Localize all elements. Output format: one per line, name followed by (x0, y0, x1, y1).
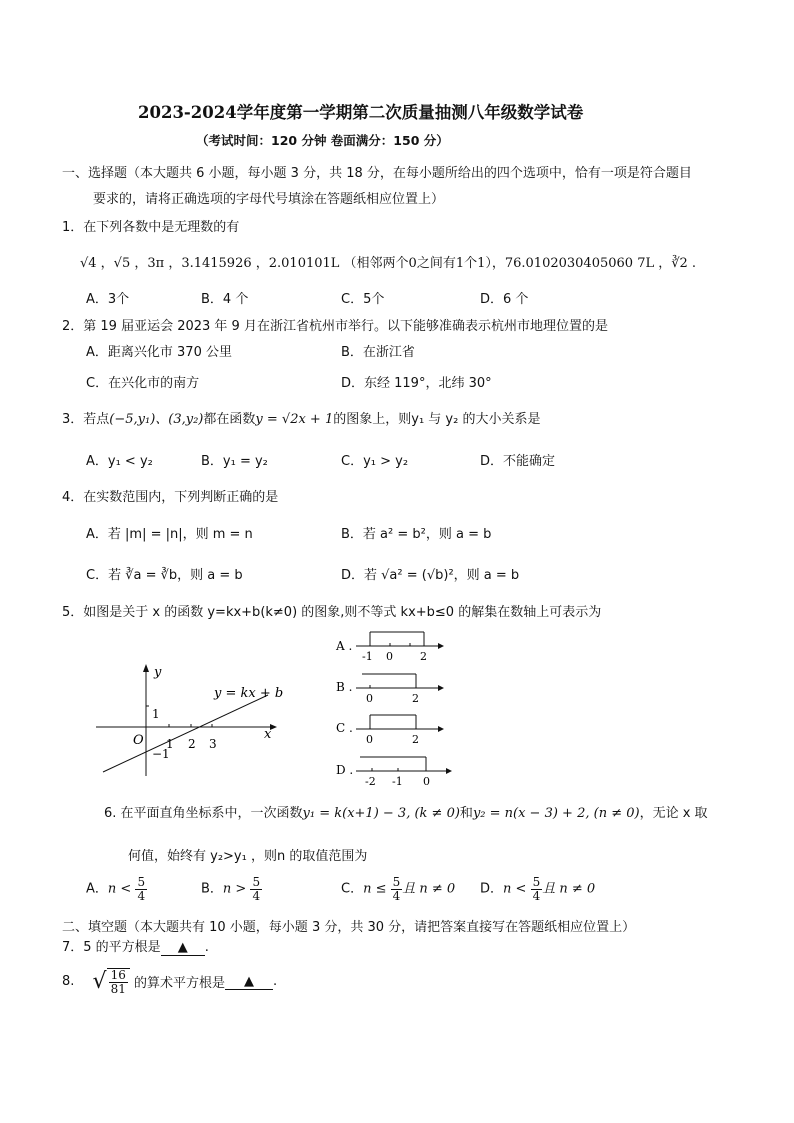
q3-option-b: B．y₁ = y₂ (201, 454, 268, 469)
q4-option-c: C．若 ∛a = ∛b，则 a = b (86, 568, 243, 583)
q2-stem: 2．第 19 届亚运会 2023 年 9 月在浙江省杭州市举行。以下能够准确表示杭州市地理位置的是 (62, 319, 608, 334)
x-tick-label-2: 2 (188, 737, 196, 751)
q3-option-a: A．y₁ < y₂ (86, 454, 153, 469)
q1-option-a: A．3个 (86, 292, 130, 307)
q5-option-c-tick-1: 0 (366, 733, 373, 746)
q6-stem-a: 6. 在平面直角坐标系中，一次函数 (104, 806, 303, 821)
q3-stem-a: 3．若点 (62, 412, 110, 427)
q6-stem-line1 (104, 802, 708, 821)
q6-and: 和 (459, 806, 473, 821)
q5-option-a-letter: A . (336, 639, 353, 653)
q2-option-a: A．距离兴化市 370 公里 (86, 345, 232, 360)
q1-stem: 1．在下列各数中是无理数的有 (62, 220, 240, 235)
q3-function: y = √2x + 1 (255, 412, 334, 427)
q7-answer-blank[interactable]: ▲ (161, 940, 205, 956)
q6-function-1: y₁ = k(x+1) − 3, (k ≠ 0) (302, 806, 460, 821)
q4-option-b: B．若 a² = b²，则 a = b (341, 527, 492, 542)
q5-option-b-tick-2: 2 (412, 692, 419, 705)
q5-option-a-tick-1: -1 (362, 650, 373, 663)
q8-answer-blank[interactable]: ▲ (225, 974, 273, 990)
q3-stem-d: y₁ 与 y₂ 的大小关系是 (411, 412, 541, 427)
q5-stem: 5．如图是关于 x 的函数 y=kx+b(k≠0) 的图象,则不等式 kx+b≤0 的解集在数轴上可表示为 (62, 605, 602, 620)
q6-option-d-fraction: $\frac{5}{4}$ (532, 875, 541, 903)
q8-line: 8. √ $\frac{16}{81}$ 的算术平方根是 ▲ . (62, 968, 278, 996)
q1-numbers: √4 ，√5 ，3π ，3.1415926 ，2.010101L （相邻两个0之间有1个1），76.0102030405060 7L ，∛2 . (80, 256, 697, 271)
q2-option-d: D．东经 119°，北纬 30° (341, 376, 492, 391)
q5-function-graph (96, 660, 286, 778)
q5-option-a-numberline (356, 632, 444, 649)
q1-option-c: C．5个 (341, 292, 385, 307)
q5-option-b-letter: B . (336, 680, 353, 694)
exam-info: （考试时间：120 分钟 卷面满分：150 分） (196, 133, 449, 148)
q5-option-c-letter: C . (336, 721, 353, 735)
q6-option-d: D．n < $\frac{5}{4}$ 且 n ≠ 0 (480, 875, 596, 903)
q6-option-b-fraction: $\frac{5}{4}$ (252, 875, 261, 903)
q6-option-c-fraction: $\frac{5}{4}$ (392, 875, 401, 903)
q1-option-d: D．6 个 (480, 292, 529, 307)
q6-stem-line2: 何值，始终有 y₂>y₁ ，则n 的取值范围为 (128, 849, 368, 864)
q2-option-b: B．在浙江省 (341, 345, 415, 360)
q8-radical: √ $\frac{16}{81}$ (93, 968, 130, 995)
x-axis-label: x (264, 727, 272, 742)
q8-number: 8. (62, 974, 75, 990)
q5-option-c-numberline (356, 715, 444, 732)
q5-option-d-numberline (356, 757, 452, 774)
section1-heading: 一、选择题（本大题共 6 小题，每小题 3 分，共 18 分，在每小题所给出的四个选项中，恰有一项是符合题目 (62, 166, 692, 181)
q5-option-a-tick-3: 2 (420, 650, 427, 663)
line-equation-label: y = kx + b (214, 686, 284, 701)
q1-option-b: B．4 个 (201, 292, 249, 307)
q4-stem: 4．在实数范围内，下列判断正确的是 (62, 490, 279, 505)
q5-option-a-tick-2: 0 (386, 650, 393, 663)
section1-heading-cont: 要求的，请将正确选项的字母代号填涂在答题纸相应位置上） (93, 192, 445, 207)
q6-function-2: y₂ = n(x − 3) + 2, (n ≠ 0) (472, 806, 640, 821)
q5-option-b-numberline (356, 674, 444, 691)
q7-stem: 7．5 的平方根是 (62, 940, 161, 955)
q4-option-d: D．若 √a² = (√b)²，则 a = b (341, 568, 520, 583)
q5-number-line-options (334, 628, 464, 788)
function-line (103, 695, 268, 772)
q5-option-d-tick-2: -1 (392, 775, 403, 788)
x-tick-label-3: 3 (209, 737, 217, 751)
q3-points: (−5,y₁)、(3,y₂) (109, 412, 204, 427)
q8-rad-numerator: 16 (110, 968, 126, 982)
q3-stem (62, 408, 540, 427)
q3-option-d: D．不能确定 (480, 454, 556, 469)
q2-option-c: C．在兴化市的南方 (86, 376, 200, 391)
q5-option-d-tick-3: 0 (423, 775, 430, 788)
y-tick-label-neg: −1 (152, 747, 170, 761)
y-tick-label-pos: 1 (152, 707, 160, 721)
q7-line: 7．5 的平方根是 ▲ . (62, 940, 209, 955)
q6-option-a: A．n < $\frac{5}{4}$ (86, 875, 146, 903)
section2-heading: 二、填空题（本大题共有 10 小题，每小题 3 分，共 30 分，请把答案直接写在答题纸相应位置上） (62, 920, 636, 935)
q5-option-c-tick-2: 2 (412, 733, 419, 746)
q3-stem-c: 的图象上，则 (333, 412, 412, 427)
q6-option-c: C．n ≤ $\frac{5}{4}$ 且 n ≠ 0 (341, 875, 456, 903)
y-axis-arrow (143, 664, 149, 672)
q3-stem-b: 都在函数 (203, 412, 256, 427)
q4-option-a: A．若 |m| = |n|，则 m = n (86, 527, 253, 542)
q8-stem: 的算术平方根是 (134, 976, 226, 992)
q5-option-b-tick-1: 0 (366, 692, 373, 705)
origin-label: O (133, 733, 144, 748)
q6-option-a-fraction: $\frac{5}{4}$ (137, 875, 146, 903)
q6-option-b: B．n > $\frac{5}{4}$ (201, 875, 261, 903)
q3-option-c: C．y₁ > y₂ (341, 454, 409, 469)
q5-option-d-letter: D . (336, 763, 354, 777)
q6-stem-b: ，无论 x 取 (639, 806, 708, 821)
page-title: 2023-2024学年度第一学期第二次质量抽测八年级数学试卷 (138, 103, 584, 122)
q5-option-d-tick-1: -2 (365, 775, 376, 788)
x-tick-label-1: 1 (166, 737, 174, 751)
q8-rad-denominator: 81 (110, 981, 126, 996)
y-axis-label: y (154, 665, 162, 680)
